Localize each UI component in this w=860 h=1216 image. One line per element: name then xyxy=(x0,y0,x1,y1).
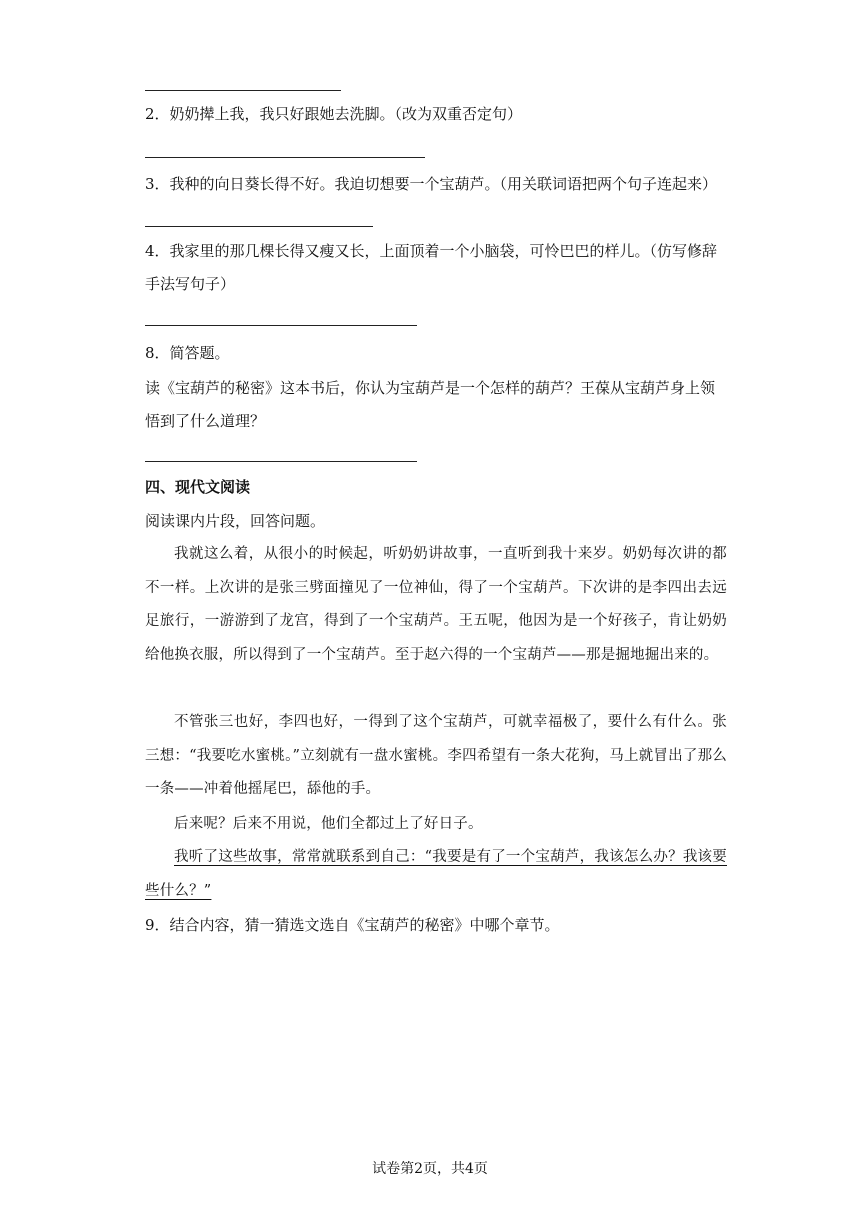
question-2: 2．奶奶撵上我，我只好跟她去洗脚。（改为双重否定句） xyxy=(145,105,523,123)
question-9: 9．结合内容，猜一猜选文选自《宝葫芦的秘密》中哪个章节。 xyxy=(145,916,560,934)
answer-line xyxy=(145,226,373,227)
page-footer: 试卷第2页，共4页 xyxy=(372,1161,488,1177)
answer-line xyxy=(145,157,425,158)
answer-line xyxy=(145,325,417,326)
section-intro: 阅读课内片段，回答问题。 xyxy=(145,512,326,530)
passage-paragraph: 不管张三也好，李四也好，一得到了这个宝葫芦，可就幸福极了，要什么有什么。张三想：“我要吃水蜜桃。”立刻就有一盘水蜜桃。李四希望有一条大花狗，马上就冒出了那么一条——冲着他摇尾巴，舔他的手。 xyxy=(145,714,727,797)
answer-line xyxy=(145,461,417,462)
passage-underlined-paragraph: 我听了这些故事，常常就联系到自己：“我要是有了一个宝葫芦，我该怎么办？我该要些什么？” xyxy=(145,849,727,899)
question-8-body: 读《宝葫芦的秘密》这本书后，你认为宝葫芦是一个怎样的葫芦？王葆从宝葫芦身上领悟到了什么道理？ xyxy=(145,379,716,430)
question-8-title: 8．简答题。 xyxy=(145,344,230,362)
question-4: 4．我家里的那几棵长得又瘦又长，上面顶着一个小脑袋，可怜巴巴的样儿。（仿写修辞手法写句子） xyxy=(145,242,718,293)
passage-paragraph: 我就这么着，从很小的时候起，听奶奶讲故事，一直听到我十来岁。奶奶每次讲的都不一样。上次讲的是张三劈面撞见了一位神仙，得了一个宝葫芦。下次讲的是李四出去远足旅行，一游游到了龙宫，得到了一个宝葫芦。王五呢，他因为是一个好孩子，肯让奶奶给他换衣服，所以得到了一个宝葫芦。至于赵六得的一个宝葫芦——那是掘地掘出来的。 xyxy=(145,546,727,663)
question-3: 3．我种的向日葵长得不好。我迫切想要一个宝葫芦。（用关联词语把两个句子连起来） xyxy=(145,175,718,193)
answer-line xyxy=(145,90,341,91)
passage-paragraph: 后来呢？后来不用说，他们全都过上了好日子。 xyxy=(174,816,483,832)
section-heading: 四、现代文阅读 xyxy=(145,478,251,496)
